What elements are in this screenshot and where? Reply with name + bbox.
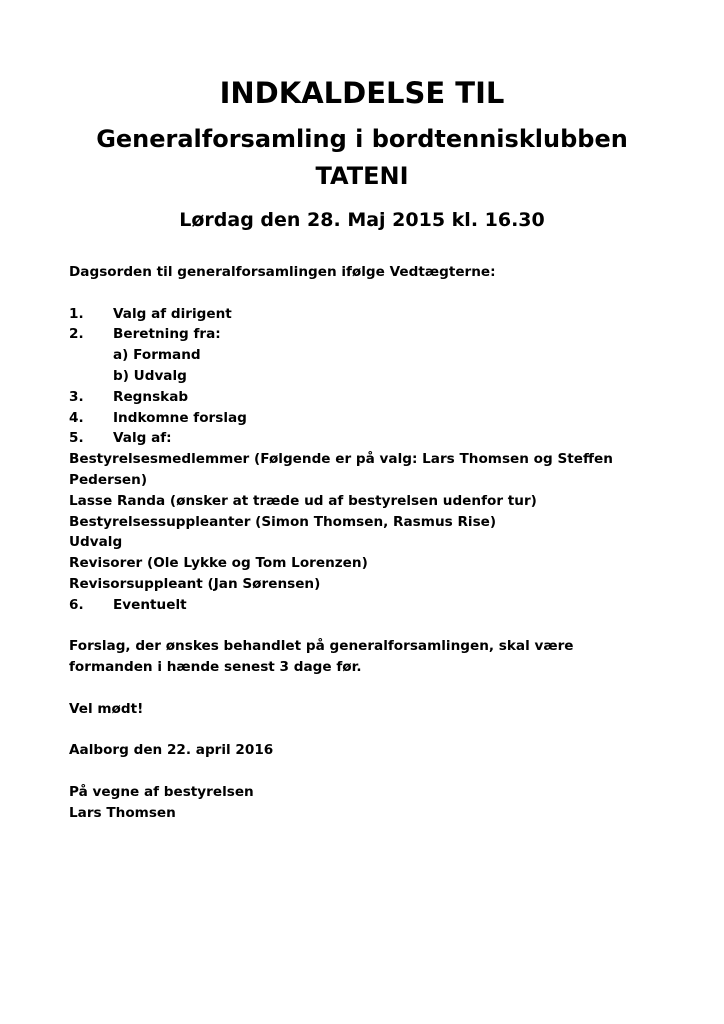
election-line: Lasse Randa (ønsker at træde ud af bestyrelsen udenfor tur) xyxy=(69,492,537,509)
spacer xyxy=(69,283,689,304)
agenda-item-number: 3. xyxy=(69,388,84,405)
election-line: Revisorsuppleant (Jan Sørensen) xyxy=(69,575,321,592)
election-line: Bestyrelsessuppleanter (Simon Thomsen, Rasmus Rise) xyxy=(69,513,497,530)
agenda-item-text: Indkomne forslag xyxy=(113,409,247,426)
agenda-item-2 xyxy=(69,324,689,345)
agenda-item-text: Regnskab xyxy=(113,388,189,405)
title-line-3: TATENI xyxy=(315,162,409,190)
place-date: Aalborg den 22. april 2016 xyxy=(69,742,274,759)
election-line: Bestyrelsesmedlemmer (Følgende er på valg: Lars Thomsen og Steffen xyxy=(69,451,613,468)
signoff-line-1: På vegne af bestyrelsen xyxy=(69,783,254,800)
title-line-1: INDKALDELSE TIL xyxy=(219,76,505,110)
proposal-line: formanden i hænde senest 3 dage før. xyxy=(69,659,362,676)
agenda-subitem-b: b) Udvalg xyxy=(113,367,187,384)
spacer xyxy=(69,678,689,699)
document-body xyxy=(69,262,689,824)
agenda-item-number: 4. xyxy=(69,409,84,426)
agenda-item-1 xyxy=(69,304,689,325)
spacer xyxy=(69,761,689,782)
title-line-2: Generalforsamling i bordtennisklubben xyxy=(96,125,628,153)
election-line: Revisorer (Ole Lykke og Tom Lorenzen) xyxy=(69,555,368,572)
election-line: Pedersen) xyxy=(69,471,148,488)
agenda-item-text: Valg af dirigent xyxy=(113,305,232,322)
agenda-item-number: 2. xyxy=(69,326,84,343)
agenda-item-6 xyxy=(69,595,689,616)
agenda-item-3 xyxy=(69,387,689,408)
agenda-item-text: Valg af: xyxy=(113,430,172,447)
spacer xyxy=(69,720,689,741)
agenda-item-number: 5. xyxy=(69,430,84,447)
agenda-item-5 xyxy=(69,428,689,449)
election-line: Udvalg xyxy=(69,534,123,551)
agenda-item-number: 1. xyxy=(69,305,84,322)
greeting: Vel mødt! xyxy=(69,700,144,717)
meeting-date: Lørdag den 28. Maj 2015 kl. 16.30 xyxy=(179,209,545,231)
agenda-item-4 xyxy=(69,408,689,429)
agenda-item-text: Eventuelt xyxy=(113,596,187,613)
proposal-line: Forslag, der ønskes behandlet på generalforsamlingen, skal være xyxy=(69,638,574,655)
agenda-item-text: Beretning fra: xyxy=(113,326,221,343)
spacer xyxy=(69,616,689,637)
signoff-name: Lars Thomsen xyxy=(69,804,176,821)
agenda-subitem-a: a) Formand xyxy=(113,347,201,364)
agenda-intro: Dagsorden til generalforsamlingen ifølge Vedtægterne: xyxy=(69,264,496,280)
agenda-item-number: 6. xyxy=(69,596,84,613)
